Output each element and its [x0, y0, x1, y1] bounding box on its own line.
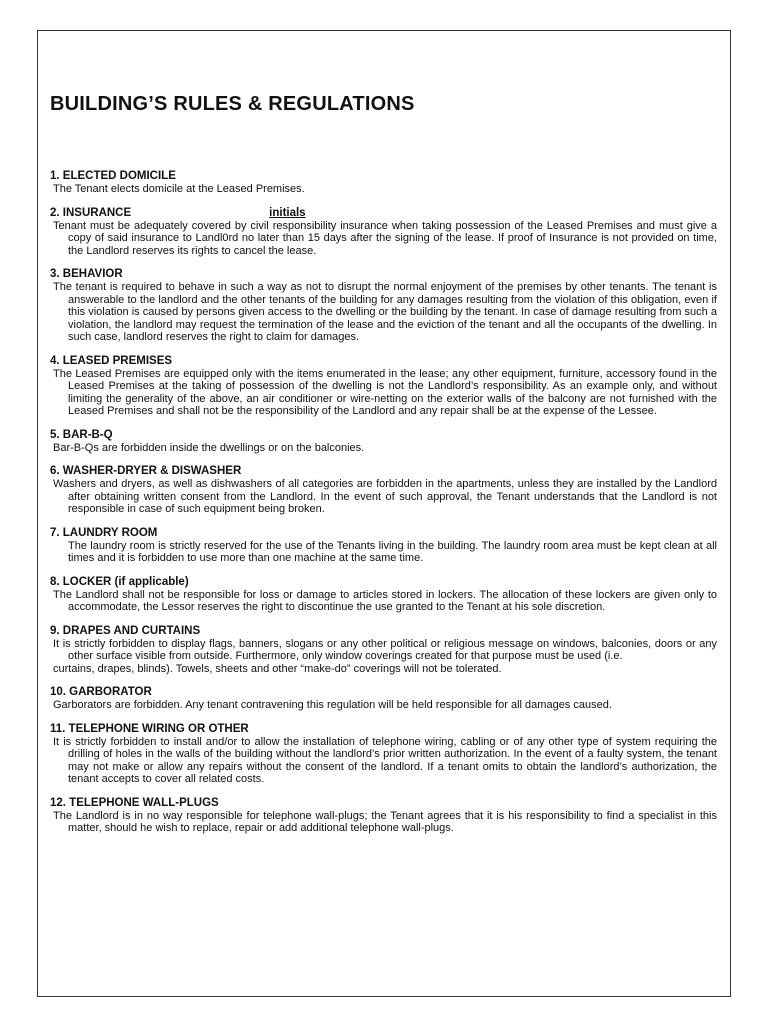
section-text-part-2: curtains, drapes, blinds). Towels, sheets and other “make-do” coverings will not be tolerated. [53, 662, 502, 675]
section-text: The tenant is required to behave in such a way as not to disrupt the normal enjoyment of the premises by other tenants. The tenant is answerable to the landlord and the other tenants of the building for any damages resulting from the violation of this obligation, even if this violation is caused by persons given access to the dwelling or the building by the tenant. In case of damage resulting from such a violation, the landlord may request the termination of the lease and the eviction of the tenant and all the occupants of the dwelling. In such case, landlord reserves the right to claim for damages. [53, 281, 717, 343]
rule-section-2 [50, 207, 717, 258]
rule-section-7 [50, 527, 717, 565]
section-text: Washers and dryers, as well as dishwashers of all categories are forbidden in the apartments, unless they are installed by the Landlord after obtaining written consent from the Landlord. In the event of such approval, the Tenant understands that the Landlord is not responsible in case of such equipment being broken. [53, 478, 717, 515]
section-text: The laundry room is strictly reserved for the use of the Tenants living in the building. The laundry room area must be kept clean at all times and it is forbidden to use more than one machine at the same time. [68, 539, 717, 564]
section-heading: 8. LOCKER (if applicable) [50, 575, 189, 588]
section-heading: 10. GARBORATOR [50, 686, 152, 698]
section-heading: 9. DRAPES AND CURTAINS [50, 624, 201, 637]
section-text: Tenant must be adequately covered by civil responsibility insurance when taking possession of the Leased Premises and must give a copy of said insurance to Landl0rd no later than 15 days after the signing of the lease. If proof of Insurance is not provided on time, the Landlord reserves its rights to cancel the lease. [53, 219, 717, 257]
document-title: BUILDING’S RULES & REGULATIONS [50, 93, 415, 115]
rule-section-1 [50, 170, 717, 196]
section-text: The Landlord is in no way responsible for telephone wall-plugs; the Tenant agrees that it is his responsibility to find a specialist in this matter, should he wish to replace, repair or add additional telephone wall-plugs. [53, 809, 717, 834]
section-text [50, 638, 717, 676]
rule-section-10 [50, 686, 717, 712]
rule-section-8 [50, 576, 717, 614]
rule-section-3 [50, 268, 717, 344]
section-text: The Landlord shall not be responsible for loss or damage to articles stored in lockers. The allocation of these lockers are given only to accommodate, the Lessor reserves the right to discontinue the use granted to the Tenant at his sole discretion. [53, 588, 717, 613]
rule-section-5 [50, 429, 717, 455]
section-heading: 7. LAUNDRY ROOM [50, 526, 158, 539]
section-text: Garborators are forbidden. Any tenant contravening this regulation will be held responsible for all damages caused. [53, 699, 612, 711]
section-text: It is strictly forbidden to install and/or to allow the installation of telephone wiring, cabling or of any other type of system requiring the drilling of holes in the walls of the building without the landlord’s prior written authorization. In the event of a faulty system, the tenant may not make or allow any repairs without the consent of the landlord. If a tenant omits to obtain the landlord’s authorization, the tenant accepts to cover all related costs. [53, 735, 717, 785]
rule-section-4 [50, 355, 717, 418]
section-heading: 4. LEASED PREMISES [50, 354, 173, 367]
section-text: The Leased Premises are equipped only with the items enumerated in the lease; any other equipment, furniture, accessory found in the Leased Premises at the taking of possession of the dwelling is not the Landlord’s responsibility. As an example only, and without limiting the generality of the above, an air conditioner or wire-netting on the exterior walls of the balcony are not furnished with the Leased Premises and shall not be the responsibility of the Landlord and any repair shall be at the expense of the Lessee. [53, 367, 717, 417]
section-heading: 2. INSURANCE [50, 206, 132, 219]
rule-section-12 [50, 797, 717, 835]
section-text: Bar-B-Qs are forbidden inside the dwellings or on the balconies. [53, 441, 365, 454]
rule-section-6 [50, 465, 717, 516]
section-heading: 5. BAR-B-Q [50, 428, 113, 441]
section-heading: 1. ELECTED DOMICILE [50, 170, 176, 182]
initials-field[interactable]: initials [269, 206, 306, 219]
section-heading: 6. WASHER-DRYER & DISWASHER [50, 465, 242, 477]
section-heading: 11. TELEPHONE WIRING OR OTHER [50, 722, 249, 735]
section-heading: 3. BEHAVIOR [50, 268, 123, 280]
rule-section-11 [50, 723, 717, 786]
section-text-part-1: It is strictly forbidden to display flags, banners, slogans or any other political or religious message on windows, balconies, doors or any other surface visible from outside. Furthermore, only window coverings created for that purpose must be used (i.e. [53, 637, 717, 662]
section-text: The Tenant elects domicile at the Leased Premises. [53, 183, 305, 195]
rule-section-9 [50, 625, 717, 676]
rules-list [50, 170, 717, 846]
section-heading: 12. TELEPHONE WALL-PLUGS [50, 796, 219, 809]
